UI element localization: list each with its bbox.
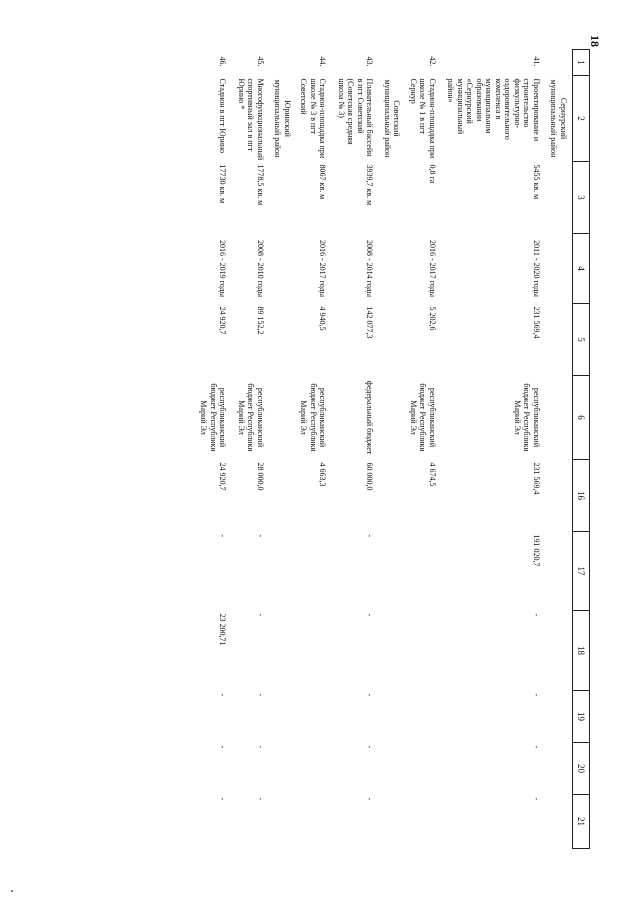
section-filler: [547, 743, 573, 795]
section-filler: [271, 611, 296, 691]
cell-col-17: -: [218, 534, 228, 538]
column-header-2: 2: [573, 76, 590, 162]
section-title: Юринский муниципальный район: [273, 79, 292, 158]
cell-col-16: 60 000,0: [365, 462, 375, 491]
section-filler: [271, 234, 296, 304]
column-header-19: 19: [573, 691, 590, 743]
rotated-table-sheet: [106, 49, 590, 848]
section-filler: [271, 304, 296, 376]
cell-col-17: -: [365, 534, 375, 538]
table-row: [443, 50, 547, 849]
section-filler: [547, 162, 573, 234]
cell-funding-source: республиканский бюджет Республики Марий Эл: [409, 383, 437, 452]
table-row: [234, 50, 272, 849]
cell-funding-source: республиканский бюджет Республики Марий Эл: [299, 383, 328, 452]
section-spacer: [547, 50, 573, 76]
section-filler: [547, 795, 573, 849]
section-spacer: [271, 50, 296, 76]
section-filler: [381, 162, 406, 234]
cell-capacity: 3939,7 кв. м: [365, 164, 375, 206]
cell-number: 46.: [218, 56, 228, 67]
cell-name: Стадион-площадка при школе № 1 в пгт Сернур: [409, 78, 437, 159]
cell-funding-source: федеральный бюджет: [365, 380, 375, 455]
section-filler: [381, 743, 406, 795]
cell-funding-source: республиканский бюджет Республики Марий Эл: [237, 383, 265, 452]
cell-period: 2016 - 2019 годы: [218, 240, 228, 297]
column-header-17: 17: [573, 532, 590, 611]
section-row: [547, 50, 573, 849]
cell-col-18: -: [532, 613, 541, 617]
column-header-21: 21: [573, 795, 590, 849]
column-header-20: 20: [573, 743, 590, 795]
program-table: [196, 49, 590, 849]
column-header-5: 5: [573, 304, 590, 376]
cell-period: 2008 - 2014 годы: [365, 240, 375, 297]
cell-col-18: -: [256, 613, 265, 617]
section-spacer: [381, 50, 406, 76]
cell-name: Плавательный бассейн в пгт Советский (Советская средняя школа № 3): [337, 78, 375, 157]
cell-name: Проектирование и строительство физкультурно-оздоровительного комплекса в муниципальном образовании «Сернурский муниципальный район»: [446, 78, 541, 142]
section-filler: [271, 795, 296, 849]
cell-capacity: 17730 кв. м: [218, 164, 228, 204]
cell-col-18: 23 200,71: [218, 613, 228, 646]
section-filler: [271, 532, 296, 611]
table-body: [196, 50, 573, 849]
header-row: [573, 50, 590, 849]
cell-period: 2008 - 2010 годы: [256, 240, 265, 297]
cell-col-19: -: [256, 693, 265, 697]
cell-col-19: [296, 691, 334, 743]
column-header-3: 3: [573, 162, 590, 234]
cell-col-21: -: [218, 797, 228, 801]
section-filler: [547, 304, 573, 376]
section-filler: [381, 304, 406, 376]
cell-capacity: 0,8 га: [428, 164, 437, 184]
section-filler: [381, 611, 406, 691]
cell-number: 43.: [365, 56, 375, 67]
section-filler: [547, 460, 573, 532]
cell-col-18: -: [365, 613, 375, 617]
cell-period: 2011 - 2020 годы: [532, 240, 541, 297]
cell-capacity: 5455 кв. м: [532, 164, 541, 200]
table-row: [406, 50, 444, 849]
section-title: Советский муниципальный район: [383, 79, 402, 158]
cell-funding-source: республиканский бюджет Республики Марий Эл: [199, 383, 228, 452]
section-filler: [381, 691, 406, 743]
cell-col-16: 24 920,7: [218, 462, 228, 491]
cell-period: 2016 - 2017 годы: [318, 240, 328, 297]
section-filler: [547, 376, 573, 460]
cell-col-20: -: [218, 745, 228, 749]
cell-estimated-cost: 142 077,3: [365, 306, 375, 339]
section-filler: [271, 743, 296, 795]
cell-col-16: 28 000,0: [256, 462, 265, 491]
cell-number: 42.: [428, 56, 437, 67]
cell-estimated-cost: 231 569,4: [532, 306, 541, 339]
cell-col-16: 231 569,4: [532, 462, 541, 495]
cell-col-19: [406, 691, 444, 743]
section-filler: [271, 460, 296, 532]
cell-col-17: 191 020,7: [532, 534, 541, 567]
cell-col-17: [406, 532, 444, 611]
cell-col-17: [296, 532, 334, 611]
section-filler: [547, 234, 573, 304]
column-header-1: 1: [573, 50, 590, 76]
column-header-6: 6: [573, 376, 590, 460]
page-number: 18: [588, 35, 602, 47]
column-header-4: 4: [573, 234, 590, 304]
cell-col-19: -: [218, 693, 228, 697]
section-filler: [271, 691, 296, 743]
section-filler: [381, 376, 406, 460]
scan-speck: [11, 890, 13, 892]
cell-col-21: -: [365, 797, 375, 801]
section-filler: [381, 532, 406, 611]
cell-col-20: [406, 743, 444, 795]
cell-col-20: -: [365, 745, 375, 749]
cell-col-16: 4 674,5: [428, 462, 437, 487]
section-filler: [547, 691, 573, 743]
cell-col-20: [296, 743, 334, 795]
section-filler: [547, 532, 573, 611]
cell-period: 2016 - 2017 годы: [428, 240, 437, 297]
section-row: [381, 50, 406, 849]
cell-number: 44.: [318, 56, 328, 67]
section-filler: [381, 795, 406, 849]
cell-col-20: -: [256, 745, 265, 749]
cell-col-17: -: [256, 534, 265, 538]
cell-col-19: -: [365, 693, 375, 697]
section-filler: [381, 234, 406, 304]
cell-estimated-cost: 4 940,5: [318, 306, 328, 331]
section-row: [271, 50, 296, 849]
cell-name: Стадион в пгт Юрино: [218, 78, 228, 154]
cell-col-19: -: [532, 693, 541, 697]
cell-col-16: 4 663,3: [318, 462, 328, 487]
cell-estimated-cost: 24 920,7: [218, 306, 228, 335]
cell-capacity: 1778,5 кв. м: [256, 164, 265, 206]
cell-col-18: [296, 611, 334, 691]
cell-col-20: -: [532, 745, 541, 749]
section-title: Сернурский муниципальный район: [549, 79, 568, 158]
cell-col-21: [406, 795, 444, 849]
cell-number: 45.: [256, 56, 265, 67]
cell-col-18: [406, 611, 444, 691]
table-row: [296, 50, 334, 849]
column-header-16: 16: [573, 460, 590, 532]
section-filler: [271, 376, 296, 460]
column-header-18: 18: [573, 611, 590, 691]
section-filler: [547, 611, 573, 691]
cell-name: Стадион-площадка при школе № 3 в пгт Советский: [299, 78, 328, 159]
cell-col-21: -: [256, 797, 265, 801]
cell-estimated-cost: 5 202,6: [428, 306, 437, 331]
cell-col-21: [296, 795, 334, 849]
cell-name: Многофункциональный спортивный зал в пгт Юрино *: [237, 78, 265, 161]
table-row: [334, 50, 381, 849]
cell-capacity: 8067 кв. м: [318, 164, 328, 200]
cell-col-21: -: [532, 797, 541, 801]
section-filler: [381, 460, 406, 532]
table-row: [196, 50, 234, 849]
cell-estimated-cost: 89 152,2: [256, 306, 265, 335]
cell-number: 41.: [532, 56, 541, 67]
cell-funding-source: республиканский бюджет Республики Марий Эл: [513, 383, 541, 452]
section-filler: [271, 162, 296, 234]
